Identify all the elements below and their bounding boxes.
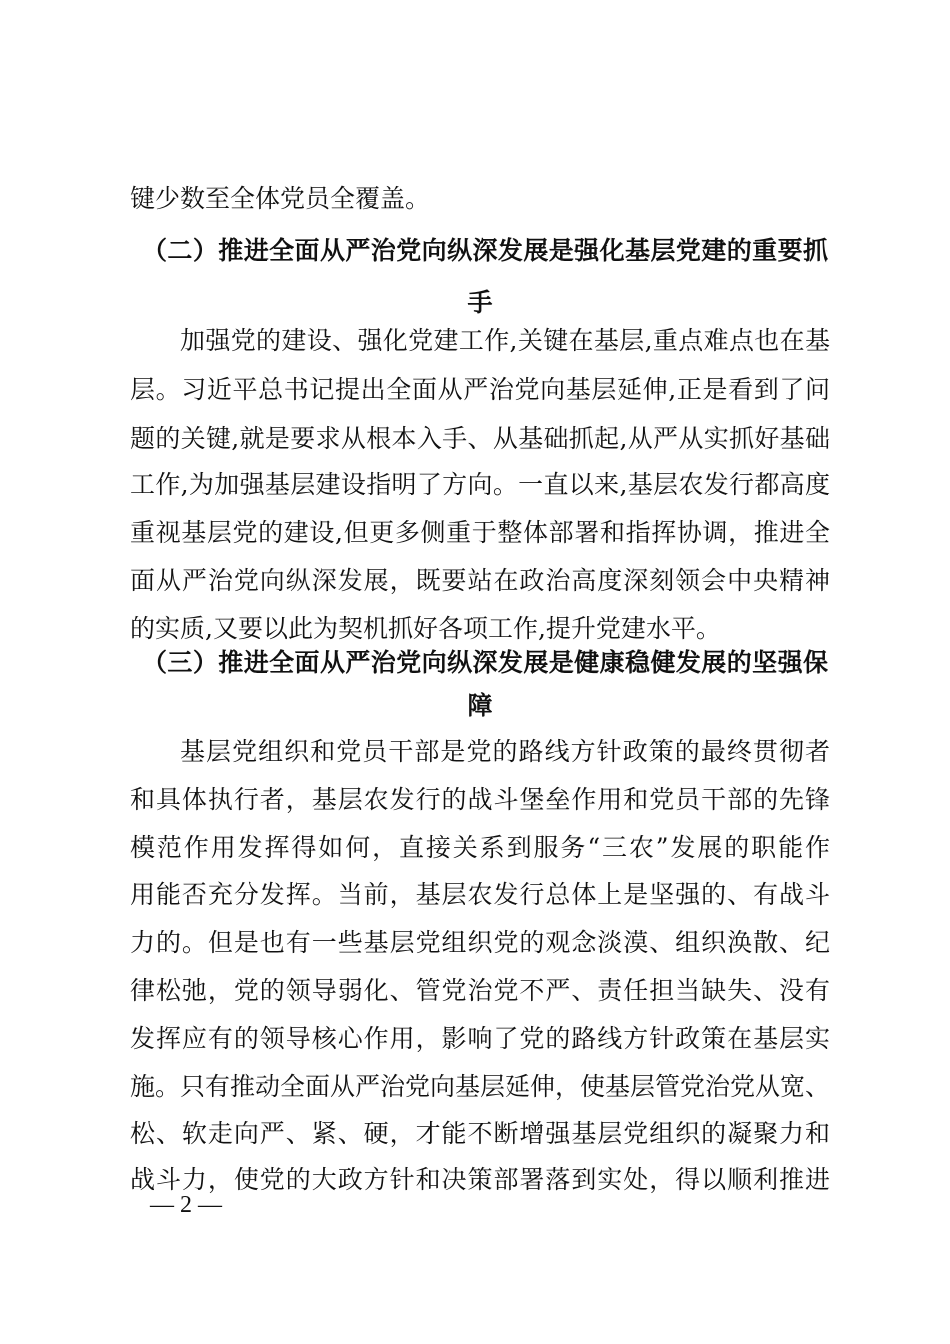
paragraph-line: 工作,为加强基层建设指明了方向。一直以来,基层农发行都高度 (130, 470, 830, 499)
paragraph-line: 战斗力，使党的大政方针和决策部署落到实处，得以顺利推进 (130, 1165, 830, 1194)
paragraph-line: 重视基层党的建设,但更多侧重于整体部署和指挥协调，推进全 (130, 518, 830, 547)
paragraph-line: 用能否充分发挥。当前，基层农发行总体上是坚强的、有战斗 (130, 880, 830, 909)
paragraph-line: 和具体执行者，基层农发行的战斗堡垒作用和党员干部的先锋 (130, 785, 830, 814)
section-heading-2-continued: 手 (467, 288, 493, 317)
paragraph-line: 发挥应有的领导核心作用，影响了党的路线方针政策在基层实 (130, 1024, 830, 1053)
paragraph-line: 层。习近平总书记提出全面从严治党向基层延伸,正是看到了问 (130, 375, 830, 404)
section-heading-3-continued: 障 (467, 691, 493, 720)
paragraph-line: 加强党的建设、强化党建工作,关键在基层,重点难点也在基 (180, 326, 830, 355)
section-heading-2: （二）推进全面从严治党向纵深发展是强化基层党建的重要抓 (142, 236, 828, 265)
paragraph-line: 基层党组织和党员干部是党的路线方针政策的最终贯彻者 (180, 737, 830, 766)
paragraph-line: 题的关键,就是要求从根本入手、从基础抓起,从严从实抓好基础 (130, 424, 830, 453)
paragraph-line: 松、软走向严、紧、硬，才能不断增强基层党组织的凝聚力和 (130, 1119, 830, 1148)
paragraph-line: 模范作用发挥得如何，直接关系到服务“三农”发展的职能作 (130, 833, 830, 862)
paragraph-line: 键少数至全体党员全覆盖。 (130, 184, 431, 213)
paragraph-line: 律松弛，党的领导弱化、管党治党不严、责任担当缺失、没有 (130, 976, 830, 1005)
paragraph-line: 力的。但是也有一些基层党组织党的观念淡漠、组织涣散、纪 (130, 928, 830, 957)
paragraph-line: 施。只有推动全面从严治党向基层延伸，使基层管党治党从宽、 (130, 1072, 831, 1101)
paragraph-line: 面从严治党向纵深发展，既要站在政治高度深刻领会中央精神 (130, 566, 830, 595)
paragraph-line: 的实质,又要以此为契机抓好各项工作,提升党建水平。 (130, 614, 721, 643)
page-number: — 2 — (150, 1192, 222, 1218)
section-heading-3: （三）推进全面从严治党向纵深发展是健康稳健发展的坚强保 (142, 648, 828, 677)
